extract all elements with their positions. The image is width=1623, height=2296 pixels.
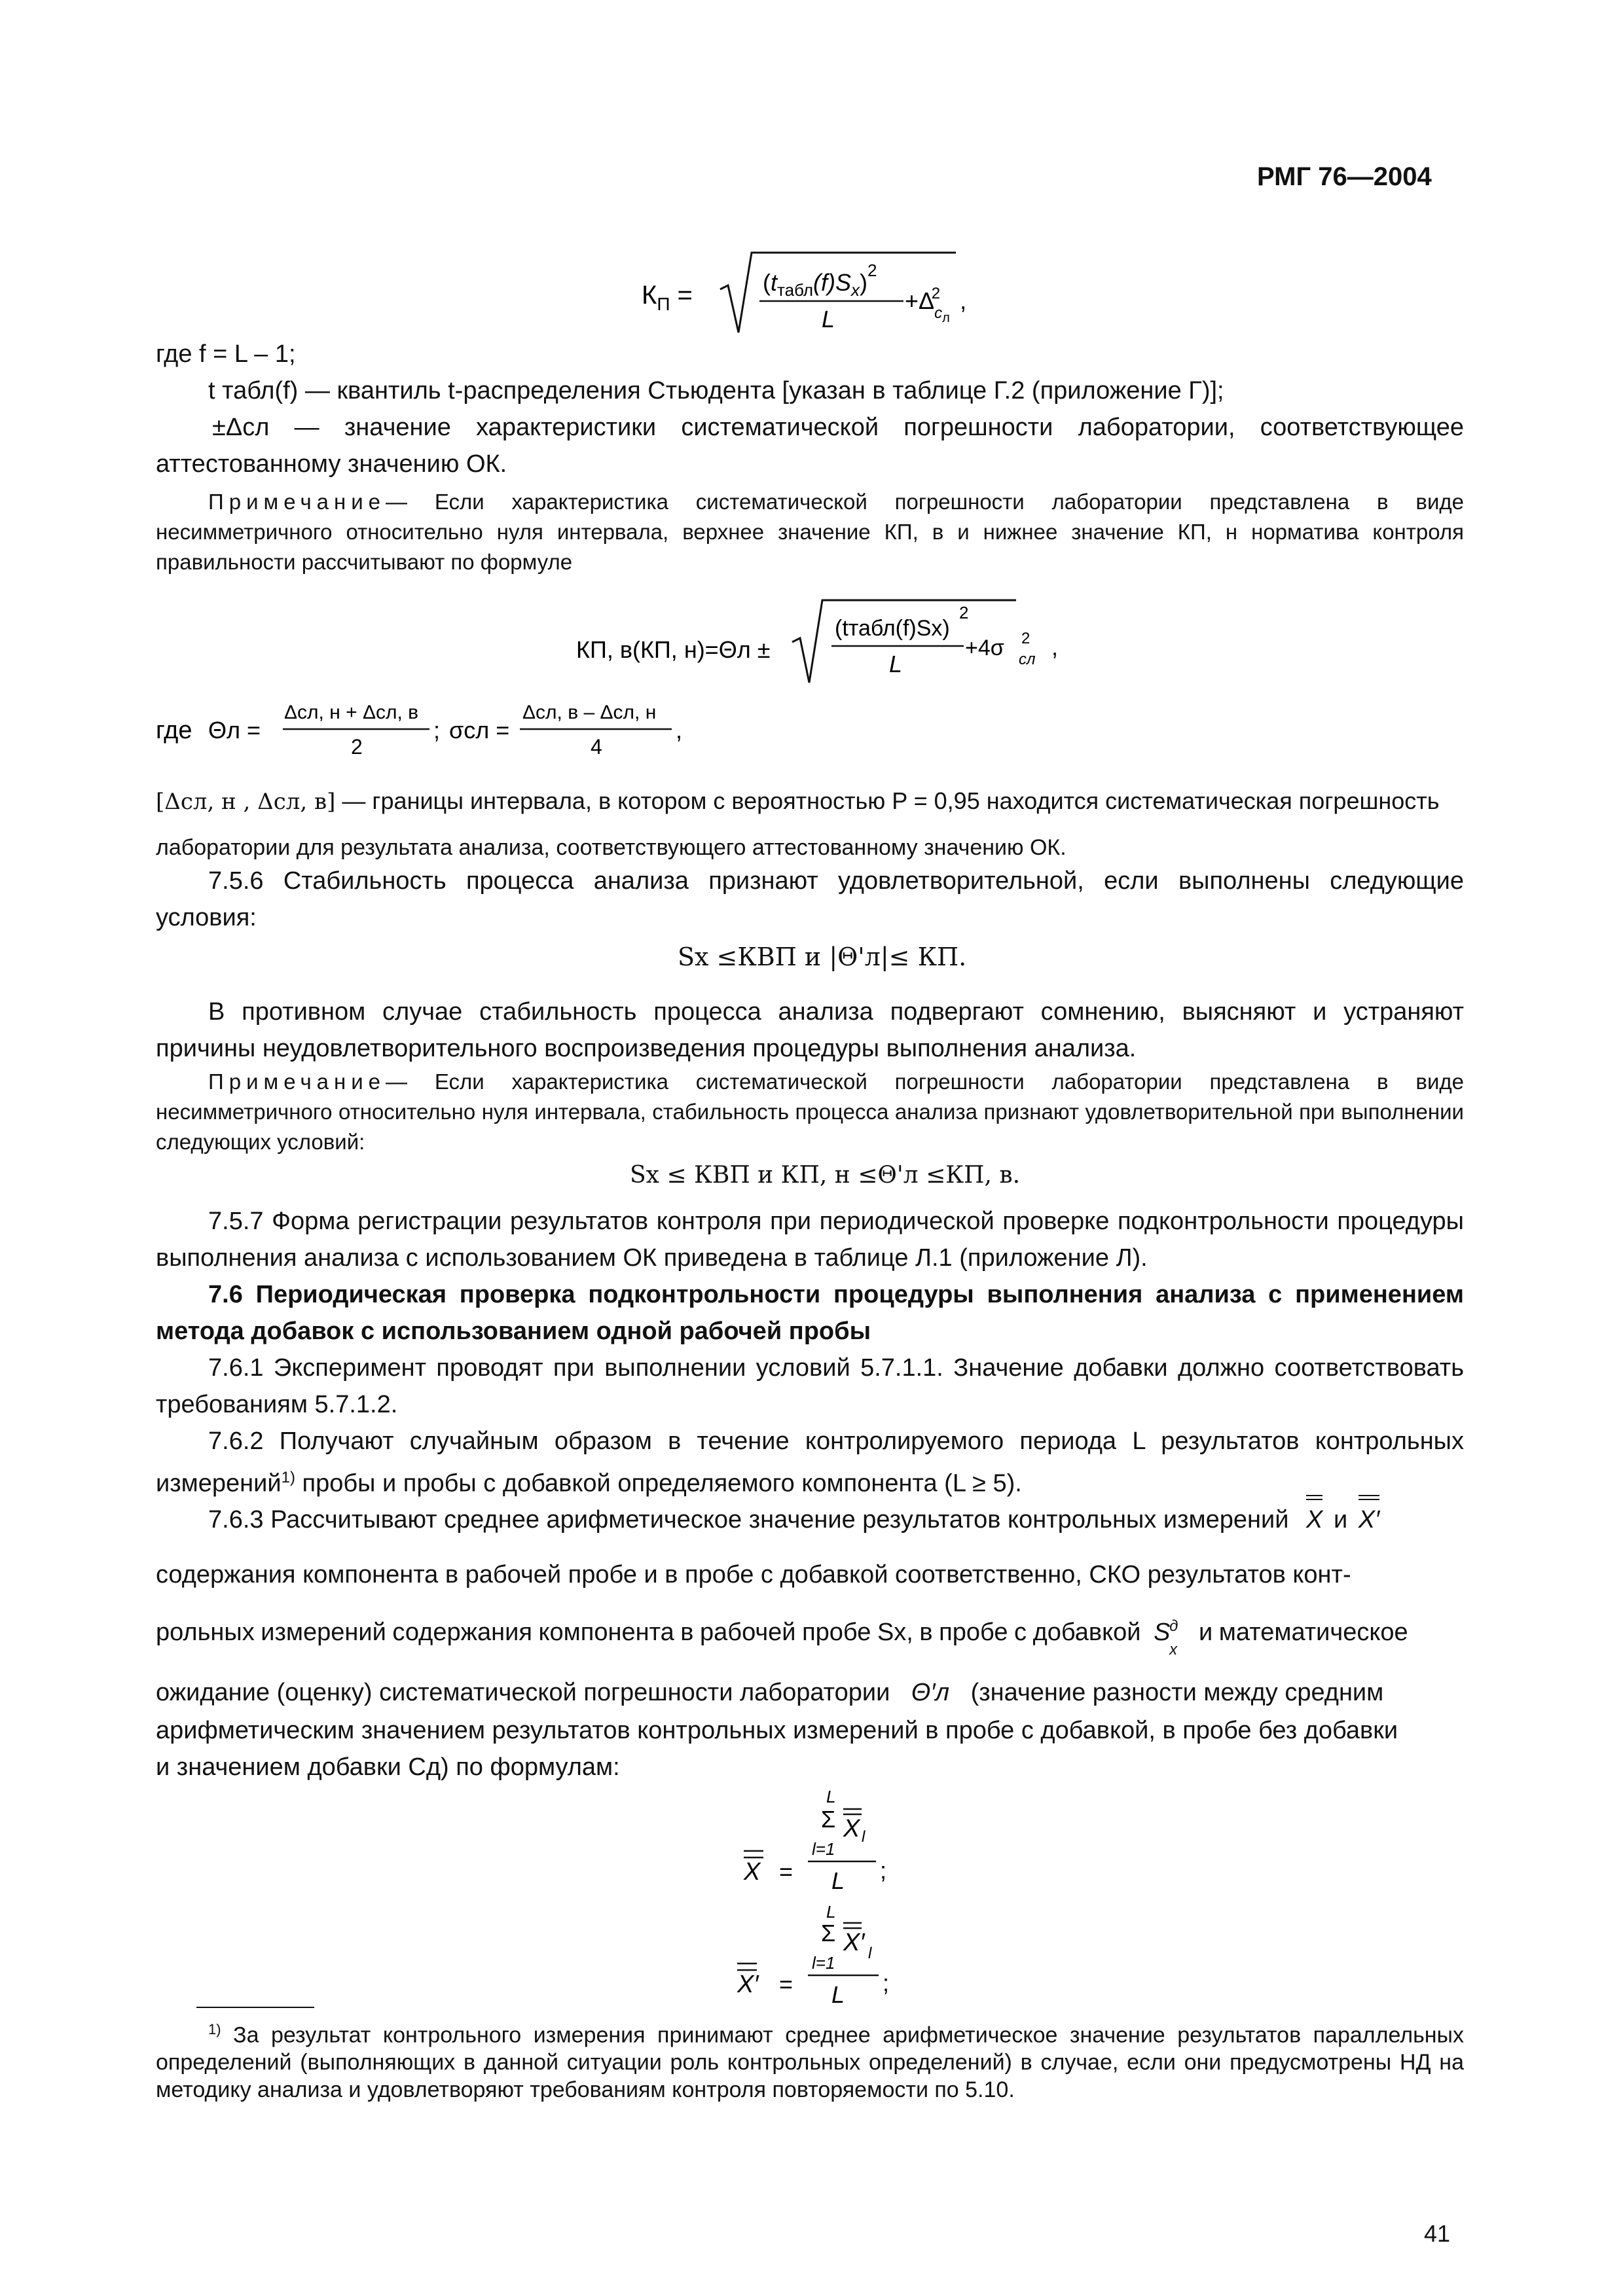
f6-sum-top: L	[826, 1787, 836, 1806]
f3-num1: Δcл, н + Δcл, в	[284, 702, 419, 723]
p763-s-d: S д x	[1154, 1617, 1178, 1659]
p763-x-bar: X	[1306, 1499, 1322, 1538]
formula-theta-sigma	[156, 687, 745, 766]
p763-l3a: рольных измерений содержания компонента в рабочей пробе Sx, в пробе с добавкой	[156, 1619, 1141, 1646]
f6-den: L	[831, 1867, 845, 1894]
note-1-text: — Если характеристика систематической погрешности лаборатории представлена в виде несимметричного относительно нуля интервала, верхнее значение КП, в и нижнее значение КП, н норматива контроля правильности рассчитывают по формуле	[156, 490, 1464, 574]
para-7-6-3-line-3	[156, 1614, 1408, 1659]
f6-end: ;	[880, 1857, 887, 1884]
f1-s: S	[835, 269, 851, 296]
f1-den: L	[822, 306, 835, 332]
page-number: 41	[1424, 2220, 1451, 2247]
where-t-tabl: t табл(f) — квантиль t-распределения Стьюдента [указан в таблице Г.2 (приложение Г)];	[208, 377, 1224, 404]
footnote-text: За результат контрольного измерения принимают среднее арифметическое значение результатов параллельных определений (выполняющих в данной ситуации роль контрольных определений) в случае, если они предусмотрены НД на методику анализа и удовлетворяют требованиям контроля повторяемости по 5.10.	[156, 2022, 1464, 2103]
f1-plus-sup: 2	[931, 285, 941, 302]
note-2-text: — Если характеристика систематической погрешности лаборатории представлена в виде несимметричного относительно нуля интервала, стабильность процесса анализа признают удовлетворительной при выполнении следующих условий:	[156, 1069, 1464, 1154]
note-1-label: Примечание	[208, 490, 386, 514]
p763-l4a: ожидание (оценку) систематической погрешности лаборатории	[156, 1679, 890, 1706]
para-7-5-6: 7.5.6 Стабильность процесса анализа признают удовлетворительной, если выполнены следующие условия:	[156, 867, 1464, 931]
f1-t-sub: табл	[777, 280, 813, 300]
p763-x2-bar: X′	[1359, 1499, 1379, 1538]
f1-t: t	[771, 269, 778, 296]
p763-l2: содержания компонента в рабочей пробе и в пробе с добавкой соответственно, СКО результатов конт-	[156, 1561, 1351, 1588]
f3-sigma: σcл =	[449, 717, 510, 744]
f7-lhs: X′	[737, 1971, 759, 1998]
f6-eq: =	[779, 1858, 793, 1885]
footnote-ref: 1)	[281, 1469, 295, 1486]
footnote-separator	[196, 2007, 314, 2008]
f1-f: (f)	[813, 269, 835, 296]
where-f: где f = L – 1;	[156, 340, 296, 368]
f3-den1: 2	[351, 735, 363, 759]
formula-kp-bounds	[576, 586, 1074, 684]
footnote	[156, 2016, 1464, 2104]
f2-comma: ,	[1051, 634, 1059, 660]
formula-stability-asym: Sx ≤ КВП и КП, н ≤Θ'л ≤КП, в.	[630, 1162, 1021, 1189]
formula-stability: Sx ≤КВП и |Θ'л|≤ КП.	[678, 942, 967, 971]
f2-plus-sub: cл	[1019, 651, 1036, 668]
p763-theta: Θ′л	[911, 1679, 950, 1706]
p763-l1: 7.6.3 Рассчитывают среднее арифметическое значение результатов контрольных измерений	[208, 1506, 1289, 1534]
f6-sum-bot: l=1	[812, 1839, 835, 1859]
para-7-6-3-line-4	[156, 1674, 1383, 1711]
para-7-6-2-text: 7.6.2 Получают случайным образом в течение контролируемого периода L результатов контрольных измерений	[156, 1427, 1464, 1498]
svg-text:+Δcл2,	[905, 285, 966, 325]
svg-text:(tтабл(f)Sx)2: $(t_{табл}(f)S_x)^2$	[763, 260, 877, 300]
bounds-text: — границы интервала, в котором с вероятностью P = 0,95 находится систематическая погрешность	[342, 787, 1440, 814]
f1-lhs-sub: П	[657, 294, 670, 314]
f3-where: где	[156, 717, 192, 744]
where-delta: ±Δcл — значение характеристики систематической погрешности лаборатории, соответствующее аттестованному значению ОК.	[156, 414, 1464, 478]
p763-and: и	[1333, 1506, 1348, 1534]
para-7-6-2	[156, 1423, 1464, 1502]
note-2-label: Примечание	[208, 1069, 386, 1094]
f7-eq: =	[779, 1971, 793, 1998]
p763-l5: арифметическим значением результатов контрольных измерений в пробе с добавкой, в пробе без добавки	[156, 1717, 1398, 1744]
bounds-text-2: лаборатории для результата анализа, соответствующего аттестованному значению ОК.	[156, 835, 1067, 860]
para-otherwise: В противном случае стабильность процесса анализа подвергают сомнению, выясняют и устраняют причины неудовлетворительного воспроизведения процедуры выполнения анализа.	[156, 998, 1464, 1062]
f6-sum: Σ	[821, 1806, 836, 1833]
f1-plus-sub2: л	[942, 311, 950, 325]
f1-plus: +Δ	[905, 287, 935, 314]
formula-mean-x	[740, 1780, 936, 1905]
bounds-line	[156, 783, 1465, 820]
f1-comma: ,	[960, 287, 967, 314]
para-7-6-1: 7.6.1 Эксперимент проводят при выполнении условий 5.7.1.1. Значение добавки должно соответствовать требованиям 5.7.1.2.	[156, 1354, 1464, 1418]
note-2	[156, 1067, 1464, 1157]
f3-end: ,	[676, 717, 683, 744]
f6-term-sub: l	[862, 1828, 866, 1846]
f3-theta: Θл =	[208, 717, 261, 744]
f1-plus-sub: c	[934, 304, 943, 322]
f2-plus-sup: 2	[1021, 630, 1030, 647]
f7-term: X′	[843, 1929, 865, 1956]
svg-text:КП =: $К_П$ =	[642, 281, 693, 314]
f6-term: X	[843, 1815, 860, 1842]
f7-term-sub: l	[868, 1945, 872, 1962]
p763-l3b: и математическое	[1199, 1619, 1408, 1646]
f1-s-sub: x	[851, 280, 860, 300]
f3-sep: ;	[433, 717, 441, 744]
note-1	[156, 487, 1464, 577]
f2-plus: +4σ	[965, 636, 1004, 660]
formula-mean-x-prime	[733, 1898, 943, 2022]
f7-sum-top: L	[826, 1902, 836, 1922]
f7-den: L	[831, 1981, 845, 2008]
para-7-6-3-line-1	[208, 1499, 1379, 1538]
f2-num: (tтабл(f)Sx)	[835, 616, 950, 641]
f7-end: ;	[883, 1969, 890, 1996]
f3-num2: Δcл, в – Δcл, н	[522, 702, 657, 723]
bounds-interval: [Δcл, н , Δcл, в]	[156, 789, 336, 815]
f2-sup: 2	[959, 603, 969, 622]
f6-lhs: X	[744, 1858, 761, 1886]
p763-l6: и значением добавки Cд) по формулам:	[156, 1753, 620, 1781]
f2-lhs: КП, в(КП, н)=Θл ±	[576, 636, 771, 663]
f1-sq: 2	[867, 260, 877, 280]
para-7-6-2-end: пробы и пробы с добавкой определяемого компонента (L ≥ 5).	[295, 1469, 1022, 1498]
para-7-5-7: 7.5.7 Форма регистрации результатов контроля при периодической проверке подконтрольности процедуры выполнения анализа с использованием ОК приведена в таблице Л.1 (приложение Л).	[156, 1208, 1464, 1272]
f3-den2: 4	[591, 735, 602, 759]
section-7-6-heading: 7.6 Периодическая проверка подконтрольности процедуры выполнения анализа с применением метода добавок с использованием одной рабочей пробы	[156, 1281, 1464, 1345]
p763-l4b: (значение разности между средним	[970, 1679, 1384, 1706]
f7-sum-bot: l=1	[812, 1953, 835, 1973]
document-id: РМГ 76—2004	[1257, 162, 1432, 191]
footnote-mark: 1)	[208, 2021, 221, 2037]
f7-sum: Σ	[821, 1920, 836, 1946]
f2-den: L	[889, 651, 903, 677]
formula-kp	[642, 243, 1008, 342]
f1-lhs: К	[642, 281, 657, 310]
